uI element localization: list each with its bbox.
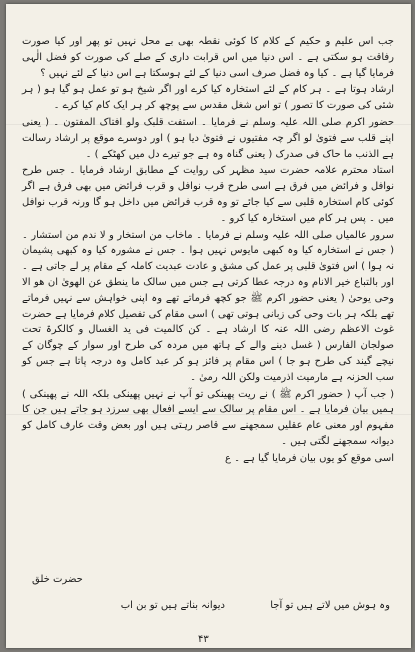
page-number: ۴۳ xyxy=(198,634,209,645)
paragraph-4: استاد محترم علامہ حضرت سید مظہر کی روایت کے مطابق ارشاد فرمایا ۔ جس طرح نوافل و فرائض میں فرق ہے اسی طرح قرب نوافل و قرب فرائض میں بھی فرق ہے اگر کوئی کام استخارہ قلبی سے کیا جائے تو وہ قرب فرائض میں داخل ہو گا ورنہ قرب نوافل میں ۔ پس ہر کام میں استخارہ کیا کرو ۔ xyxy=(22,165,394,224)
paragraph-5: سرور عالمیاں صلی اللہ علیہ وسلم نے فرمایا ۔ ماخاب من استخار و لا ندم من استشار ۔ ( جس نے استخارہ کیا وہ کبھی مایوس نہیں ہوا ۔ جس نے مشورہ کیا وہ کبھی پشیمان نہ ہوا ) اس فتویٰ قلبی پر عمل کی مشق و عادت عبدیت کاملہ کے مقام پر لے جاتی ہے ۔ اور بالتباع خیر الانام وہ درجہ عطا کرتی ہے جس میں سالک ما ینطق عن الھویٰ ان ھو الا وحی یوحیٰ ( یعنی حضور اکرم ﷺ جو کچھ فرماتے تھے وہ اپنی خواہش سے نہیں فرماتے تھے بلکہ ہر بات وحی کی زبانی ہوتی تھی ) اسی مقام کی تفصیل کلام فرمایا ہے حضرت غوث الاعظم رضی اللہ عنہ کا ارشاد ہے ۔ کن کالمیت فی ید الغسال و کالکرۃ تحت صولجان الفارس ( غسل دینے والے کے ہاتھ میں مردہ کی طرح اور سوار کے چوگان کے نیچے گیند کی طرح ہو جا ) اس مقام پر فائز ہو کر عبد کامل وہ درجہ پاتا ہے جس کو سب الحزنہ ہے مارمیت اذرمیت ولکن اللہ رمیٰ ۔ xyxy=(22,229,394,383)
paragraph-6: ( جب آپ ( حضور اکرم ﷺ ) نے ریت پھینکی تو آپ نے نہیں پھینکی بلکہ اللہ نے پھینکی ) ہمیں بیان فرمایا ہے ۔ اس مقام پر سالک سے ایسے افعال بھی سرزد ہو جاتے ہیں جن کا مفہوم اور معنی عام عقلیں سمجھنے سے قاصر رہتی ہیں اور بعض وقت عارف کامل کو دیوانہ سمجھنے لگتی ہیں ۔ xyxy=(22,388,394,447)
book-page xyxy=(6,4,411,648)
paragraph-3: حضور اکرم صلی اللہ علیہ وسلم نے فرمایا ۔ استفت قلبک ولو افتاک المفتون ۔ ( یعنی اپنے قلب سے فتویٰ لو اگر چہ مفتیوں نے فتویٰ دیا ہو ) اور دوسرے موقع پر ارشاد رسالت ہے الذنب ما حاک فی صدرک ( یعنی گناہ وہ ہے جو تیرے دل میں کھٹکے ) ۔ xyxy=(22,116,394,160)
paragraph-2: ارشاد ہوتا ہے ۔ ہر کام کے لئے استخارہ کیا کرے اور اگر شیخ ہو تو عمل ہو گیا ہو ( ہر شئی کی صورت کا تصور ) تو اس شغل مقدس سے پوچھ کر ہر ایک کام کیا کرے ۔ xyxy=(22,84,394,112)
poet-name: حضرت خلق xyxy=(32,574,83,585)
paragraph-1: جب اس علیم و حکیم کے کلام کا کوئی نقطہ بھی بے محل نہیں تو پھر اور کیا صورت رفاقت ہو سکتی ہے ۔ اس دنیا میں اس قرابت داری کے صلے کی صورت کو فضل الٰہی فرمایا گیا ہے ۔ کیا وہ فضل صرف اسی دنیا کے لئے ہوسکتا ہے اس دنیا کے لئے نہیں ؟ xyxy=(22,36,394,79)
body-text xyxy=(22,34,394,468)
couplet-second-line: دیوانہ بناتے ہیں تو بن اب xyxy=(120,600,225,611)
couplet xyxy=(26,600,390,616)
paragraph-7: اسی موقع کو یوں بیان فرمایا گیا ہے ۔ ع xyxy=(224,452,394,464)
couplet-first-line: وہ ہوش میں لاتے ہیں تو آجا xyxy=(270,600,390,611)
